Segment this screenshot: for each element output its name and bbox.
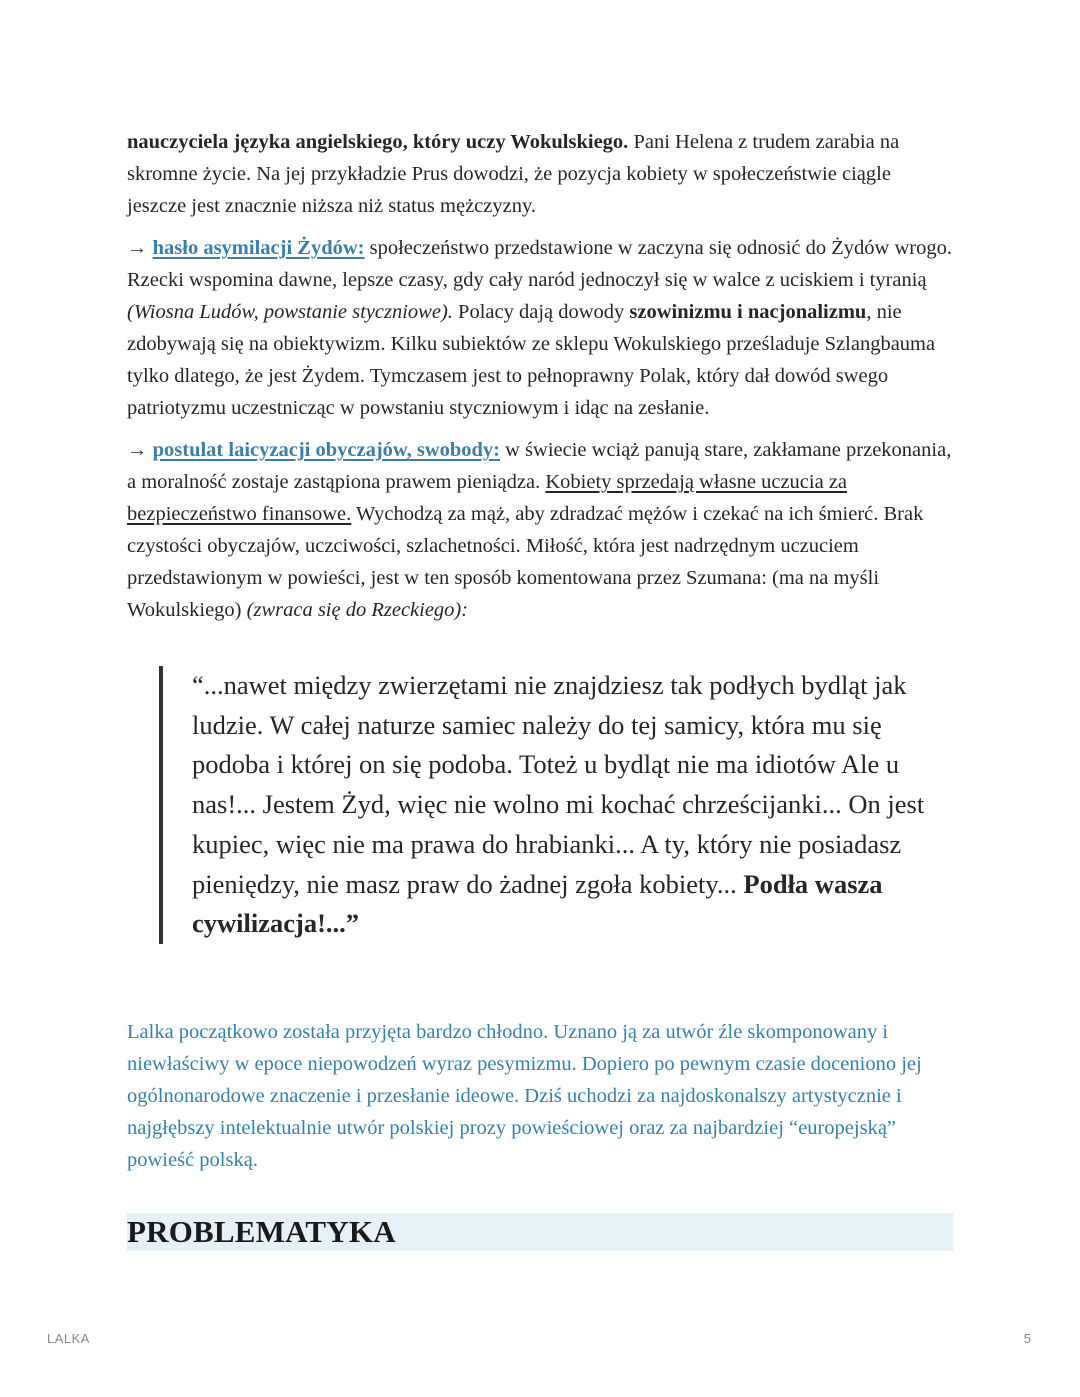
paragraph-italic: (Wiosna Ludów, powstanie styczniowe). [127, 301, 453, 323]
quote-block [159, 666, 953, 944]
footer-title: LALKA [47, 1331, 90, 1346]
paragraph-helena [127, 126, 953, 222]
paragraph-assimilation [127, 232, 953, 424]
quote-body: “...nawet między zwierzętami nie znajdziesz tak podłych bydląt jak ludzie. W całej naturze samiec należy do tej samicy, która mu się podoba i której on się podoba. Toteż u bydląt nie ma idiotów Ale u nas!... Jestem Żyd, więc nie wolno mi kochać chrześcijanki... On jest kupiec, więc nie ma prawa do hrabianki... A ty, który nie posiadasz pieniędzy, nie masz praw do żadnej zgoła kobiety... [192, 670, 925, 899]
paragraph-text: Polacy dają dowody [452, 301, 630, 323]
page-content [127, 126, 953, 1251]
paragraph-bold: szowinizmu i nacjonalizmu [629, 301, 867, 323]
paragraph-text: społeczeństwo przedstawione w zaczyna się odnosić do Żydów wrogo. Rzecki wspomina dawne, lepsze czasy, gdy cały naród jednoczył się w walce z uciskiem i tyranią [127, 237, 952, 291]
arrow-icon: → [127, 237, 153, 259]
paragraph-text: w świecie wciąż panują stare, zakłamane przekonania, a moralność zostaje zastąpiona prawem pieniądza. [127, 439, 952, 493]
arrow-icon: → [127, 439, 153, 461]
paragraph-italic: (zwraca się do Rzeckiego): [246, 599, 469, 621]
paragraph-bold-lead: nauczyciela języka angielskiego, który uczy Wokulskiego. [127, 131, 629, 153]
quote-bold: Podła wasza cywilizacja!...” [192, 868, 883, 939]
paragraph-underlined: Kobiety sprzedają własne uczucia za bezpieczeństwo finansowe. [127, 471, 848, 525]
keyword-laicization: postulat laicyzacji obyczajów, swobody: [152, 439, 500, 461]
paragraph-text: Pani Helena z trudem zarabia na skromne życie. Na jej przykładzie Prus dowodzi, że pozycja kobiety w społeczeństwie ciągle jeszcze jest znacznie niższa niż status mężczyzny. [127, 131, 900, 217]
paragraph-text: , nie zdobywają się na obiektywizm. Kilku subiektów ze sklepu Wokulskiego prześladuje Szlangbauma tylko dlatego, że jest Żydem. Tymczasem jest to pełnoprawny Polak, który dał dowód swego patriotyzmu uczestnicząc w powstaniu styczniowym i idąc na zesłanie. [127, 301, 936, 419]
quote-text [192, 666, 953, 944]
page-number: 5 [1023, 1331, 1031, 1346]
keyword-assimilation: hasło asymilacji Żydów: [152, 237, 365, 259]
summary-paragraph: Lalka początkowo została przyjęta bardzo chłodno. Uznano ją za utwór źle skomponowany i niewłaściwy w epoce niepowodzeń wyraz pesymizmu. Dopiero po pewnym czasie doceniono jej ogólnonarodowe znaczenie i przesłanie ideowe. Dziś uchodzi za najdoskonalszy artystycznie i najgłębszy intelektualnie utwór polskiej prozy powieściowej oraz za najbardziej “europejską” powieść polską. [127, 1020, 922, 1171]
section-heading: PROBLEMATYKA [127, 1213, 953, 1251]
paragraph-text: Wychodzą za mąż, aby zdradzać mężów i czekać na ich śmierć. Brak czystości obyczajów, uczciwości, szlachetności. Miłość, która jest nadrzędnym uczuciem przedstawionym w powieści, jest w ten sposób komentowana przez Szumana: (ma na myśli Wokulskiego) [127, 503, 924, 621]
paragraph-laicization [127, 434, 953, 626]
